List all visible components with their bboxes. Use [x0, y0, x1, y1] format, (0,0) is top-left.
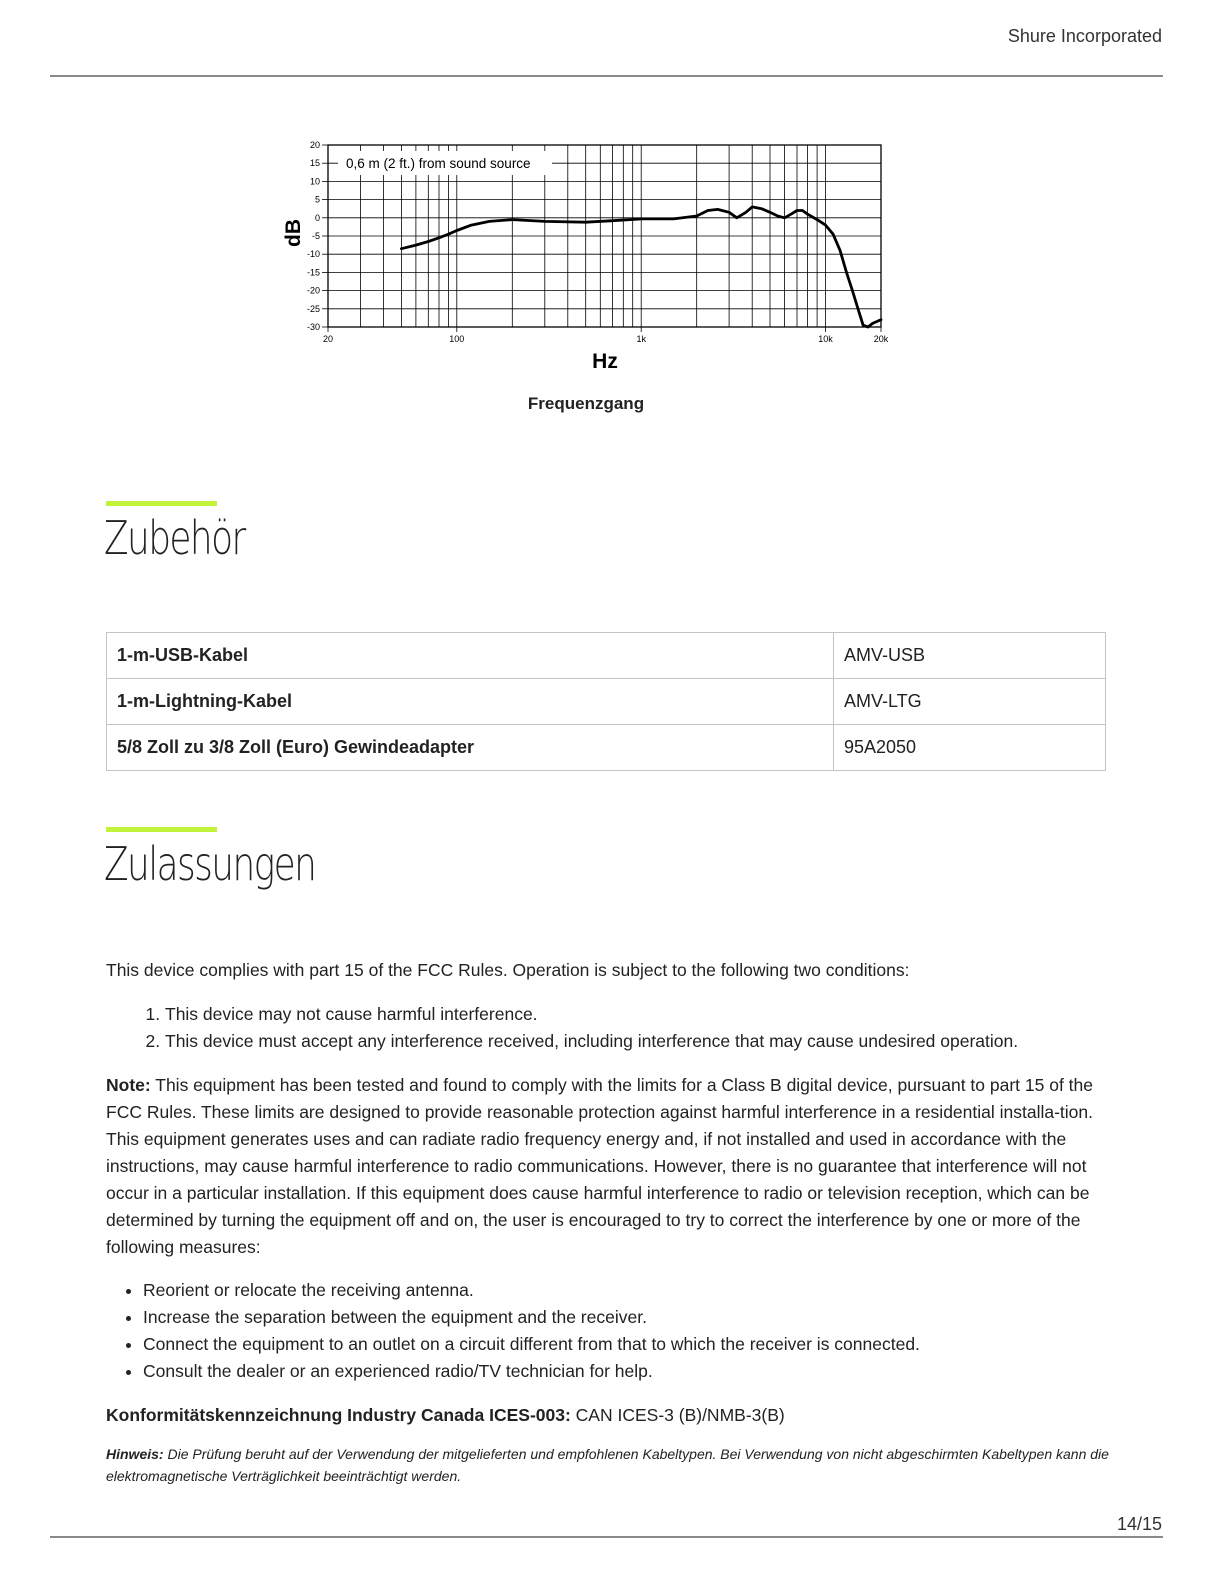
page-number: 14/15: [1116, 1514, 1162, 1534]
x-tick-label: 1k: [636, 334, 646, 344]
figure-caption: Frequenzgang: [527, 394, 645, 413]
footer-divider: [50, 1536, 1163, 1538]
hint-label: Hinweis:: [106, 1446, 164, 1462]
fcc-conditions-list: [106, 1001, 1125, 1055]
accessory-name: 1-m-USB-Kabel: [107, 633, 834, 679]
x-axis-label: Hz: [592, 350, 618, 373]
fcc-intro: This device complies with part 15 of the FCC Rules. Operation is subject to the following two conditions:: [106, 960, 910, 980]
accessories-table: [106, 632, 1106, 771]
frequency-response-figure: [276, 128, 906, 378]
list-item: • Reorient or relocate the receiving antenna.: [143, 1277, 1123, 1304]
y-tick-label: 15: [309, 158, 320, 169]
accessory-part-number: AMV-USB: [834, 633, 1106, 679]
y-tick-label: -10: [306, 249, 320, 260]
table-row: [107, 679, 1106, 725]
section-accent-bar: [106, 501, 217, 506]
y-tick-label: 10: [309, 176, 320, 187]
table-row: [107, 725, 1106, 771]
y-tick-label: -30: [306, 322, 320, 332]
section-title-approvals: Zulassungen: [104, 837, 316, 891]
frequency-response-chart: [276, 128, 906, 378]
y-axis-label: dB: [282, 219, 305, 247]
table-row: [107, 633, 1106, 679]
header-divider: [50, 75, 1163, 77]
list-item: • Increase the separation between the equipment and the receiver.: [143, 1304, 1123, 1331]
fcc-note: [106, 1072, 1108, 1261]
list-item: • Connect the equipment to an outlet on a circuit different from that to which the receiver is connected.: [143, 1331, 1123, 1358]
y-tick-label: 20: [309, 140, 320, 150]
note-text: This equipment has been tested and found to comply with the limits for a Class B digital device, pursuant to part 15 of the FCC Rules. These limits are designed to provide reasonable protection against harmful interference in a residential installa-tion. This equipment generates uses and can radiate radio frequency energy and, if not installed and used in accordance with the instructions, may cause harmful interference to radio communications. However, there is no guarantee that interference will not occur in a particular installation. If this equipment does cause harmful interference to radio or television reception, which can be determined by turning the equipment off and on, the user is encouraged to try to correct the interference by one or more of the following measures:: [106, 1075, 1094, 1257]
y-tick-label: -15: [306, 267, 320, 278]
x-tick-label: 10k: [818, 334, 833, 344]
accessory-name: 1-m-Lightning-Kabel: [107, 679, 834, 725]
hint-text: Die Prüfung beruht auf der Verwendung der mitgelieferten und empfohlenen Kabeltypen. Bei Verwendung von nicht abgeschirmten Kabeltypen kann die elektromagnetische Verträglichkeit beeinträchtigt werden.: [106, 1446, 1109, 1484]
chart-annotation: 0,6 m (2 ft.) from sound source: [346, 156, 531, 171]
x-tick-label: 20: [322, 334, 334, 344]
section-accent-bar: [106, 827, 217, 832]
section-title-accessories: Zubehör: [104, 511, 245, 565]
x-tick-label: 100: [449, 334, 465, 344]
y-tick-label: -5: [311, 231, 320, 241]
ic-label: Konformitätskennzeichnung Industry Canada ICES-003:: [106, 1405, 571, 1425]
fcc-measures-list: [106, 1277, 1123, 1385]
y-tick-label: -25: [306, 303, 320, 314]
ic-compliance: [106, 1402, 1108, 1429]
header-company-name: Shure Incorporated: [1007, 26, 1162, 46]
ic-value: CAN ICES-3 (B)/NMB-3(B): [570, 1405, 785, 1425]
list-item: • Consult the dealer or an experienced radio/TV technician for help.: [143, 1358, 1123, 1385]
accessory-part-number: AMV-LTG: [834, 679, 1106, 725]
list-item: 1. This device may not cause harmful interference.: [165, 1001, 1125, 1028]
y-tick-label: -20: [306, 285, 320, 296]
y-tick-label: 5: [314, 194, 320, 205]
cable-hint: [106, 1443, 1110, 1487]
x-tick-label: 20k: [873, 334, 889, 344]
list-item: 2. This device must accept any interference received, including interference that may cause undesired operation.: [165, 1028, 1125, 1055]
y-tick-label: 0: [314, 212, 320, 223]
note-label: Note:: [106, 1075, 151, 1095]
accessory-part-number: 95A2050: [834, 725, 1106, 771]
accessory-name: 5/8 Zoll zu 3/8 Zoll (Euro) Gewindeadapter: [107, 725, 834, 771]
